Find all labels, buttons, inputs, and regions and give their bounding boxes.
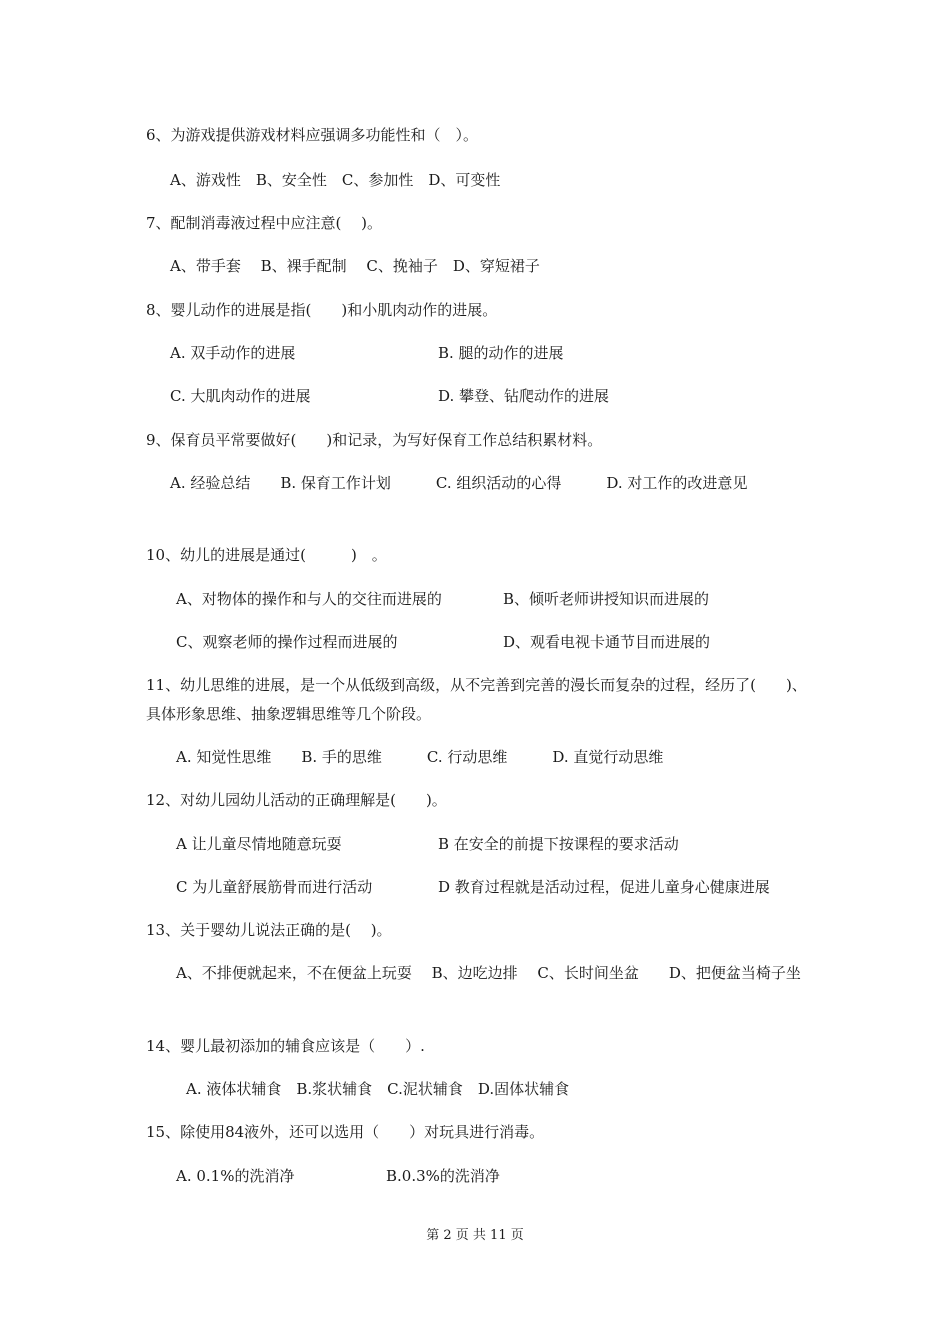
question-12-option-a: A 让儿童尽情地随意玩耍 bbox=[176, 835, 342, 853]
question-12-stem: 12、对幼儿园幼儿活动的正确理解是( )。 bbox=[146, 791, 447, 809]
question-8-stem: 8、婴儿动作的进展是指( )和小肌肉动作的进展。 bbox=[146, 301, 498, 319]
question-15-option-a: A. 0.1%的洗消净 bbox=[176, 1167, 295, 1185]
question-12-option-c: C 为儿童舒展筋骨而进行活动 bbox=[176, 878, 373, 896]
question-11-options: A. 知觉性思维 B. 手的思维 C. 行动思维 D. 直觉行动思维 bbox=[176, 748, 664, 766]
question-11-stem: 11、幼儿思维的进展，是一个从低级到高级，从不完善到完善的漫长而复杂的过程，经历了( )、具体形象思维、抽象逻辑思维等几个阶段。 bbox=[146, 676, 807, 723]
question-12-option-b: B 在安全的前提下按课程的要求活动 bbox=[438, 835, 679, 853]
question-6-options: A、游戏性 B、安全性 C、参加性 D、可变性 bbox=[170, 171, 501, 189]
question-14-options: A. 液体状辅食 B.浆状辅食 C.泥状辅食 D.固体状辅食 bbox=[186, 1080, 570, 1098]
question-10-option-d: D、观看电视卡通节目而进展的 bbox=[503, 633, 711, 651]
question-15-option-b: B.0.3%的洗消净 bbox=[386, 1167, 500, 1185]
question-7-options: A、带手套 B、裸手配制 C、挽袖子 D、穿短裙子 bbox=[170, 257, 540, 275]
question-8-option-b: B. 腿的动作的进展 bbox=[438, 344, 564, 362]
question-9-options: A. 经验总结 B. 保育工作计划 C. 组织活动的心得 D. 对工作的改进意见 bbox=[170, 474, 748, 492]
question-10-option-a: A、对物体的操作和与人的交往而进展的 bbox=[176, 590, 442, 608]
page-number-footer: 第 2 页 共 11 页 bbox=[426, 1228, 524, 1243]
question-13-stem: 13、关于婴幼儿说法正确的是( )。 bbox=[146, 921, 392, 939]
question-10-option-c: C、观察老师的操作过程而进展的 bbox=[176, 633, 398, 651]
question-14-stem: 14、婴儿最初添加的辅食应该是（ ）. bbox=[146, 1037, 425, 1055]
question-8-option-d: D. 攀登、钻爬动作的进展 bbox=[438, 387, 610, 405]
question-7-stem: 7、配制消毒液过程中应注意( )。 bbox=[146, 214, 383, 232]
question-13-options: A、不排便就起来，不在便盆上玩耍 B、边吃边排 C、长时间坐盆 D、把便盆当椅子坐 bbox=[176, 964, 801, 982]
question-10-stem: 10、幼儿的进展是通过( ) 。 bbox=[146, 546, 387, 564]
question-6-stem: 6、为游戏提供游戏材料应强调多功能性和（ ）。 bbox=[146, 126, 479, 144]
question-10-option-b: B、倾听老师讲授知识而进展的 bbox=[503, 590, 710, 608]
question-12-option-d: D 教育过程就是活动过程，促进儿童身心健康进展 bbox=[438, 878, 770, 896]
question-15-stem: 15、除使用84液外，还可以选用（ ）对玩具进行消毒。 bbox=[146, 1123, 545, 1141]
question-9-stem: 9、保育员平常要做好( )和记录，为写好保育工作总结积累材料。 bbox=[146, 431, 603, 449]
question-8-option-c: C. 大肌肉动作的进展 bbox=[170, 387, 311, 405]
question-8-option-a: A. 双手动作的进展 bbox=[170, 344, 296, 362]
